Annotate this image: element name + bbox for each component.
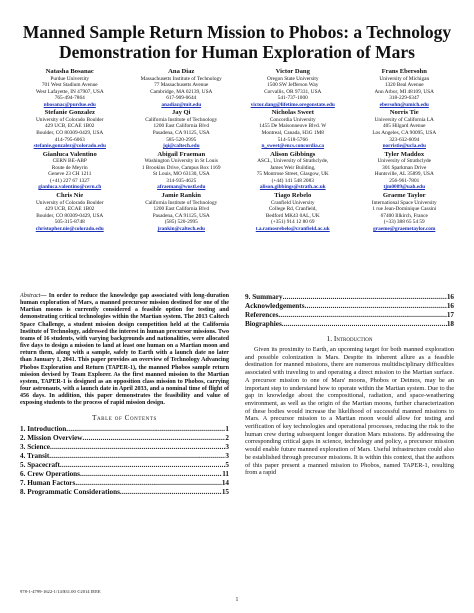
toc-leader-dots [66, 425, 225, 434]
author-name: Tiago Rebelo [274, 191, 312, 199]
author-affiliation-line: Route de Meyrin [51, 164, 88, 171]
author-entry [14, 192, 126, 232]
toc-entry-label: 9. Summary [245, 293, 283, 301]
toc-entry[interactable] [20, 488, 229, 497]
toc-entry-page: 15 [221, 487, 229, 496]
toc-entry[interactable] [20, 443, 229, 452]
author-entry [14, 109, 126, 149]
author-name: Stefanie Gonzalez [44, 109, 95, 117]
toc-entry-page: 18 [446, 320, 454, 328]
toc-entry[interactable] [245, 311, 454, 320]
author-affiliation-line: University of Strathclyde [377, 158, 432, 165]
author-entry [349, 192, 461, 232]
author-name: Tyler Maddox [384, 150, 425, 158]
toc-entry-page: 16 [446, 293, 454, 301]
toc-heading: Table of Contents [92, 413, 157, 422]
author-affiliation-line: Bedford MK43 0AL, UK [265, 212, 320, 219]
author-affiliation-line: 1320 Beal Avenue [384, 82, 424, 89]
author-affiliation-line: University of Colorado Boulder [35, 199, 104, 206]
author-affiliation-line: (+44) 141 548 2083 [271, 177, 314, 184]
author-affiliation-line: 301 Sparkman Drive [382, 164, 427, 171]
author-affiliation-line: (585) 520-2995 [164, 219, 198, 226]
toc-entry-label: 2. Mission Overview [20, 433, 83, 442]
toc-leader-dots [82, 434, 225, 443]
toc-entry[interactable] [20, 452, 229, 461]
author-email-link[interactable]: alison.gibbings@strath.ac.uk [259, 184, 326, 191]
toc-leader-dots [60, 461, 225, 470]
author-email-link[interactable]: stefanie.gonzalez@colorado.edu [33, 143, 106, 150]
author-block [14, 68, 460, 232]
author-affiliation-line: Geneve 23 CH 1211 [48, 171, 92, 178]
author-email-link[interactable]: ebersohn@umich.edu [379, 101, 429, 108]
toc-leader-dots [75, 479, 222, 488]
author-affiliation-line: CERN BE-ABP [52, 158, 87, 165]
author-affiliation-line: Purdue University [50, 75, 90, 82]
author-affiliation-line: Boulder, CO 80309-0429, USA [36, 212, 104, 219]
author-name: Natasha Bosanac [45, 68, 94, 75]
page-number: 1 [235, 597, 239, 603]
author-affiliation-line: International Space University [371, 199, 437, 206]
author-entry [126, 192, 238, 232]
toc-entry-label: Biographies [245, 320, 282, 328]
author-affiliation-line: Concordia University [269, 116, 316, 123]
right-column [245, 293, 454, 477]
toc-entry[interactable] [20, 461, 229, 470]
paper-title: Manned Sample Return Mission to Phobos: a Technology Demonstration for Human Exploration of Mars [22, 22, 452, 62]
author-affiliation-line: James Weir Building, [269, 164, 316, 171]
author-affiliation-line: Oregon State University [267, 75, 319, 82]
author-name: Victor Dang [275, 68, 310, 75]
author-entry [126, 68, 238, 108]
author-affiliation-line: 75 Montrose Street, Glasgow, UK [256, 171, 329, 178]
toc-leader-dots [50, 443, 225, 452]
author-name: Chris Nie [56, 191, 84, 199]
author-affiliation-line: 1200 East California Blvd [153, 206, 209, 213]
author-affiliation-line: Massachusetts Institute of Technology [140, 75, 222, 82]
author-email-link[interactable]: nbosanac@purdue.edu [43, 101, 96, 108]
toc-leader-dots [278, 311, 446, 320]
abstract-lead: Abstract [20, 293, 41, 299]
toc-entry-label: 1. Introduction [20, 424, 67, 433]
author-email-link[interactable]: gianluca.valentino@cern.ch [38, 184, 102, 191]
toc-entry-label: Acknowledgements [245, 302, 305, 310]
toc-entry[interactable] [245, 302, 454, 311]
author-name: Nicholas Sweet [271, 109, 314, 117]
author-name: Alison Gibbings [270, 150, 316, 158]
author-affiliation-line: 617-909-0644 [166, 95, 197, 102]
author-affiliation-line: University of Colorado Boulder [35, 116, 104, 123]
author-name: Ana Diaz [168, 68, 195, 75]
toc-entry-page: 5 [225, 460, 229, 469]
author-email-link[interactable]: n_sweet@encs.concordia.ca [261, 143, 325, 150]
author-entry [14, 68, 126, 108]
author-affiliation-line: (+41) 227 67 1327 [49, 177, 90, 184]
toc-list-continued [245, 293, 454, 329]
author-affiliation-line: 765-494-7864 [54, 95, 85, 102]
left-column [20, 293, 229, 497]
introduction-text: Given its proximity to Earth, an upcoming target for both manned exploration and possible colonization is Mars. Despite its inherent allure as a feasible destination for manned missions, there are numerous multidisciplinary difficulties associated with traveling to and operating a direct mission to the Martian surface. A precursor mission to one of Mars' moons, Phobos or Deimos, may be an important step to understand how to operate within the Martian system. Due to the gap in knowledge about the compositional, radiation, and space-weathering environment, as well as the origin of the Martian moons, further characterization of these bodies would increase the likelihood of successful manned missions to Mars. A precursor mission to a Martian moon would allow for testing and verification of key technologies and operational processes, reducing the risk to the human crew during subsequent longer duration Mars missions. By addressing the corresponding critical gaps in science, technology and policy, a precursor mission would enable future manned exploration of Mars. Useful infrastructure could also be established through precursor missions. It is within this context, that the authors of this paper present a manned mission to Phobos, named TAPER-1, resulting from a rapid [245, 346, 454, 477]
author-email-link[interactable]: jrankin@caltech.edu [157, 225, 205, 232]
author-affiliation-line: 1455 De Maisonneuve Blvd. W [259, 123, 327, 130]
toc-entry-label: 4. Transit [20, 451, 50, 460]
toc-entry-label: References [245, 311, 279, 319]
toc-entry-page: 3 [225, 442, 229, 451]
author-affiliation-line: Washington University in St Louis [144, 158, 218, 165]
author-name: Jay Qi [172, 109, 191, 117]
toc-entry-page: 1 [225, 424, 229, 433]
author-affiliation-line: ASCL, University of Strathclyde, [257, 158, 329, 165]
author-email-link[interactable]: t.a.ramosrebelo@cranfield.ac.uk [255, 225, 330, 232]
author-affiliation-line: 1 rue Jean-Dominique Cassini [372, 206, 437, 213]
author-affiliation-line: Cambridge, MA 02139, USA [150, 88, 213, 95]
author-affiliation-line: 514-518-5766 [277, 136, 308, 143]
author-affiliation-line: 1200 East California Blvd [153, 123, 209, 130]
author-affiliation-line: 414-795-6063 [54, 136, 85, 143]
author-email-link[interactable]: anadiaz@mit.edu [161, 101, 202, 108]
author-affiliation-line: 1 Brookins Drive, Campus Box 1169 [141, 164, 221, 171]
author-affiliation-line: 541-737-1000 [277, 95, 308, 102]
author-name: Jamie Rankin [161, 191, 201, 199]
author-entry [126, 109, 238, 149]
author-name: Abigail Fraeman [157, 150, 206, 158]
author-affiliation-line: College Rd, Cranfield, [268, 206, 317, 213]
author-affiliation-line: 405 Hilgard Avenue [382, 123, 426, 130]
author-affiliation-line: 67400 Illkirch, France [380, 212, 428, 219]
author-email-link[interactable]: tjm0009@uah.edu [383, 184, 426, 191]
author-entry [237, 192, 349, 232]
toc-leader-dots [305, 302, 447, 311]
author-affiliation-line: West Lafayette, IN 47907, USA [35, 88, 104, 95]
toc-entry[interactable] [20, 425, 229, 434]
author-affiliation-line: Pasadena, CA 91125, USA [152, 212, 210, 219]
author-affiliation-line: Huntsville, AL 35899, USA [374, 171, 434, 178]
author-email-link[interactable]: jqi@caltech.edu [162, 143, 200, 150]
author-affiliation-line: 429 UCB, ECAE 1B02 [45, 206, 95, 213]
author-name: Gianluca Valentino [42, 150, 97, 158]
abstract [20, 293, 229, 408]
toc-list [20, 425, 229, 497]
author-affiliation-line: 256-961-7801 [389, 177, 420, 184]
author-entry [349, 109, 461, 149]
author-email-link[interactable]: graeme@graemetaylor.com [373, 225, 436, 232]
author-affiliation-line: Los Angeles, CA 90095, USA [372, 130, 437, 137]
toc-entry[interactable] [245, 320, 454, 329]
author-affiliation-line: 318-229-6347 [389, 95, 420, 102]
author-affiliation-line: 77 Massachusetts Avenue [154, 82, 209, 89]
author-affiliation-line: 323-632-6094 [389, 136, 420, 143]
author-email-link[interactable]: christopher.nie@colorado.edu [35, 225, 104, 232]
author-email-link[interactable]: afraeman@wustl.edu [157, 184, 206, 191]
author-name: Norris Tie [389, 109, 419, 117]
author-entry [349, 151, 461, 191]
toc-entry[interactable] [20, 434, 229, 443]
toc-entry[interactable] [20, 470, 229, 479]
author-affiliation-line: Cranfield University [270, 199, 315, 206]
author-affiliation-line: 505-315-8748 [54, 219, 85, 226]
toc-leader-dots [283, 293, 447, 302]
author-affiliation-line: University of California LA [374, 116, 434, 123]
author-entry [237, 109, 349, 149]
toc-entry-label: 8. Programmatic Considerations [20, 487, 120, 496]
author-email-link[interactable]: victor.dang@lifetime.oregonstate.edu [250, 101, 335, 108]
toc-leader-dots [282, 320, 447, 329]
toc-entry[interactable] [20, 479, 229, 488]
author-affiliation-line: Boulder, CO 80309-0429, USA [36, 130, 104, 137]
toc-entry-page: 17 [446, 311, 454, 319]
toc-entry-label: 6. Crew Operations [20, 469, 80, 478]
abstract-text: — In order to reduce the knowledge gap associated with long-duration human exploration of Mars, a manned precursor mission destined for one of the Martian moons is currently considered a feasible option for testing and demonstrating critical technologies within the Martian system. The 2013 Caltech Space Challenge, a student mission design competition held at the California Institute of Technology, addressed the interest in human precursor missions. Two teams of 16 students, with varying backgrounds and nationalities, were allocated five days to design a mission to land at least one human on a Martian moon and return them, along with a sample, safely to Earth with a launch date no later than January 1, 2041. This paper provides an overview of Technology Advancing Phobos Exploration and Return (TAPER-1), the manned Phobos sample return mission devised by Team Explorer. As the first manned mission to the Martian system, TAPER-1 is designed as an opposition class mission to Phobos, carrying four astronauts, with a launch date in April 2033, and a nominal time of flight of 456 days. In addition, this paper demonstrates the feasibility and value of exposing students to the process of rapid mission design. [20, 293, 229, 407]
toc-entry-label: 5. Spacecraft [20, 460, 60, 469]
toc-entry-page: 14 [221, 478, 229, 487]
copyright-footer: 978-1-4799-1622-1/14/$31.00 ©2014 IEEE [20, 589, 101, 594]
toc-entry-page: 3 [225, 451, 229, 460]
author-affiliation-line: Corvallis, OR 97331, USA [264, 88, 322, 95]
toc-leader-dots [120, 488, 222, 497]
author-affiliation-line: 314-935-4625 [166, 177, 197, 184]
toc-entry-page: 16 [446, 302, 454, 310]
author-name: Graeme Taylor [382, 191, 426, 199]
author-affiliation-line: Montreal, Canada, H3G 1M8 [261, 130, 324, 137]
author-affiliation-line: 701 West Stadium Avenue [41, 82, 98, 89]
toc-leader-dots [80, 470, 222, 479]
toc-entry-label: 3. Science [20, 442, 50, 451]
author-entry [237, 151, 349, 191]
author-affiliation-line: California Institute of Technology [145, 116, 218, 123]
toc-entry-page: 11 [222, 469, 229, 478]
author-entry [349, 68, 461, 108]
author-entry [237, 68, 349, 108]
toc-leader-dots [49, 452, 225, 461]
author-email-link[interactable]: norristie@ucla.edu [382, 143, 426, 150]
section-heading-introduction: 1. Introduction [326, 334, 373, 343]
author-entry [126, 151, 238, 191]
author-affiliation-line: 1500 SW Jefferson Way [267, 82, 319, 89]
author-affiliation-line: California Institute of Technology [145, 199, 218, 206]
author-entry [14, 151, 126, 191]
author-affiliation-line: University of Michigan [379, 75, 430, 82]
author-affiliation-line: 429 UCB, ECAE 1B02 [45, 123, 95, 130]
toc-entry-page: 2 [225, 433, 229, 442]
toc-entry-label: 7. Human Factors [20, 478, 76, 487]
author-affiliation-line: (+351) 914 12 80 69 [270, 219, 315, 226]
author-affiliation-line: St Louis, MO 63130, USA [152, 171, 210, 178]
author-affiliation-line: (+33) 388 65 54 59 [383, 219, 425, 226]
author-affiliation-line: 585-520-2995 [166, 136, 197, 143]
author-affiliation-line: Ann Arbor, MI 48109, USA [374, 88, 435, 95]
toc-entry[interactable] [245, 293, 454, 302]
author-affiliation-line: Pasadena, CA 91125, USA [152, 130, 210, 137]
author-name: Frans Ebersohn [381, 68, 427, 75]
